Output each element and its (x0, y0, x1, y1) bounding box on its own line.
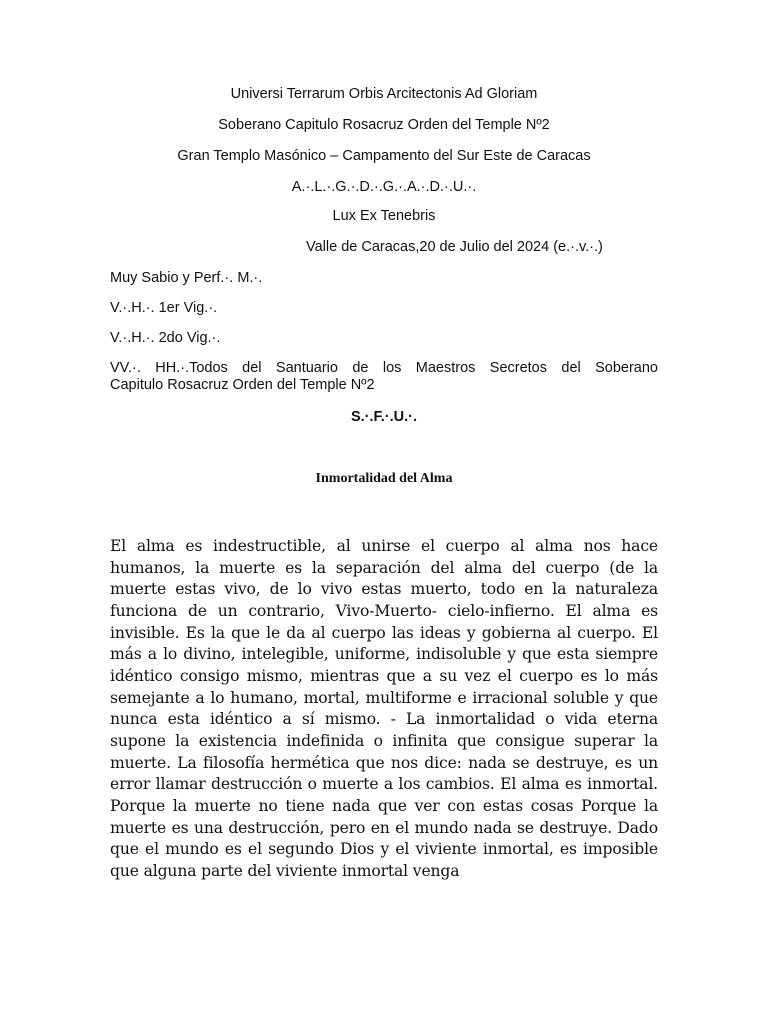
body-paragraph: El alma es indestructible, al unirse el cuerpo al alma nos hace humanos, la muerte es la separación del alma del cuerpo (de la muerte estas vivo, de lo vivo estas muerto, todo en la naturaleza funciona de un contrario, Vivo-Muerto- cielo-infierno. El alma es invisible. Es la que le da al cuerpo las ideas y gobierna al cuerpo. El más a lo divino, intelegible, uniforme, indisoluble y que esta siempre idéntico consigo mismo, mientras que a su vez el cuerpo es lo más semejante a lo humano, mortal, multiforme e irracional soluble y que nunca esta idéntico a sí mismo. - La inmortalidad o vida eterna supone la existencia indefinida o infinita que consigue superar la muerte. La filosofía hermética que nos dice: nada se destruye, es un error llamar destrucción o muerte a los cambios. El alma es inmortal. Porque la muerte no tiene nada que ver con estas cosas Porque la muerte es una destrucción, pero en el mundo nada se destruye. Dado que el mundo es el segundo Dios y el viviente inmortal, es imposible que alguna parte del viviente inmortal venga (110, 537, 658, 880)
salutation-brothers-line1: VV.·. HH.·.Todos del Santuario de los Maestros Secretos del Soberano (110, 360, 658, 376)
header-temple: Gran Templo Masónico – Campamento del Sur Este de Caracas (177, 148, 591, 164)
header-chapter: Soberano Capitulo Rosacruz Orden del Temple Nº2 (218, 117, 550, 133)
salutation-second-warden: V.·.H.·. 2do Vig.·. (110, 330, 221, 346)
salutation-brothers-line2: Capitulo Rosacruz Orden del Temple Nº2 (110, 377, 375, 393)
document-title: Inmortalidad del Alma (315, 471, 453, 486)
header-invocation: Universi Terrarum Orbis Arcitectonis Ad Gloriam (230, 86, 538, 102)
date-line: Valle de Caracas,20 de Julio del 2024 (e.·.v.·.) (306, 239, 603, 255)
salutation-master: Muy Sabio y Perf.·. M.·. (110, 270, 263, 286)
salutation-first-warden: V.·.H.·. 1er Vig.·. (110, 300, 218, 316)
header-motto: Lux Ex Tenebris (332, 208, 436, 224)
greeting-sfu: S.·.F.·.U.·. (350, 409, 418, 425)
header-abbreviation: A.·.L.·.G.·.D.·.G.·.A.·.D.·.U.·. (291, 179, 477, 195)
